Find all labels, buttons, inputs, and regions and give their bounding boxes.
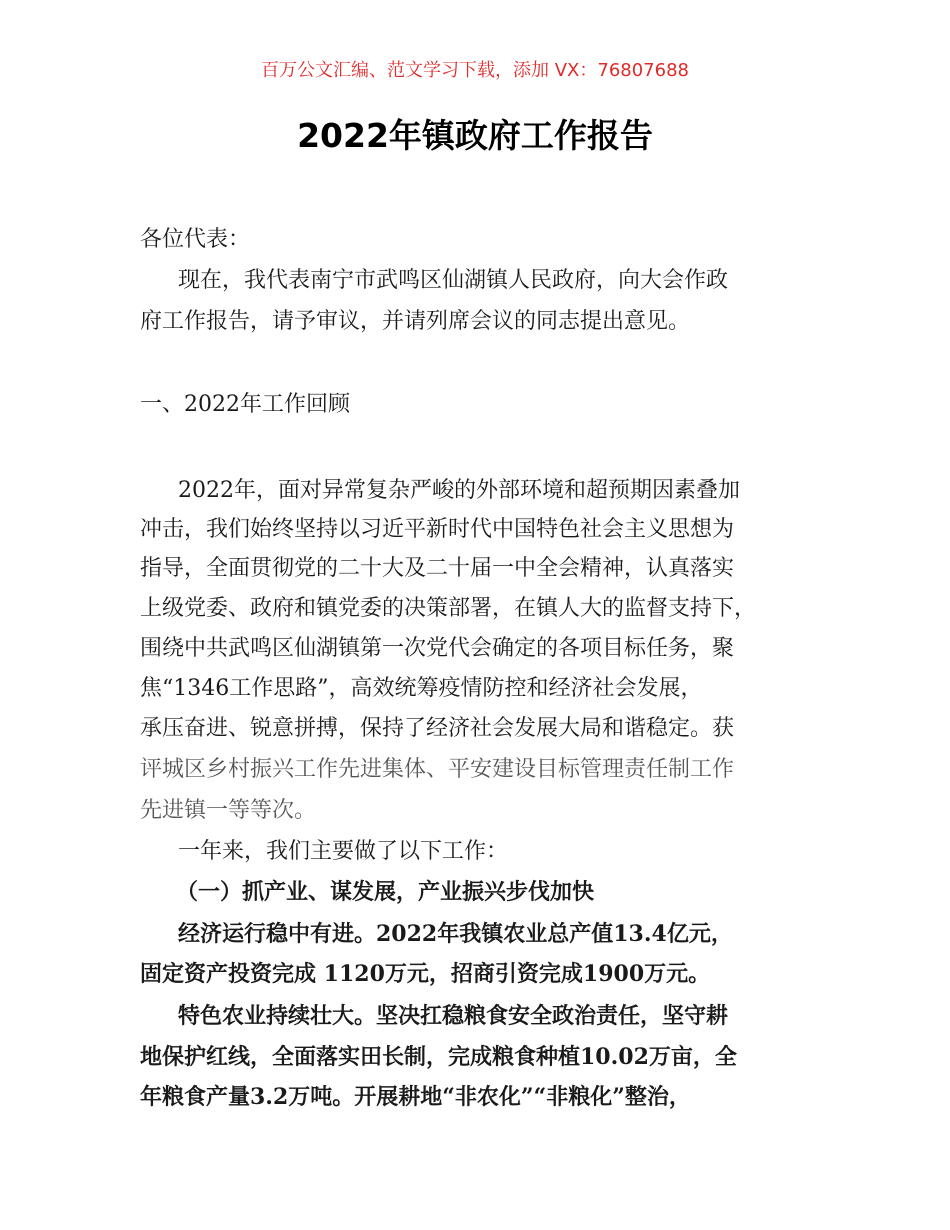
paragraph-line: 指导，全面贯彻党的二十大及二十届一中全会精神，认真落实 (140, 556, 735, 581)
paragraph-line: 地保护红线，全面落实田长制，完成粮食种植10.02万亩，全 (140, 1044, 737, 1070)
watermark-banner: 百万公文汇编、范文学习下载，添加 VX：76807688 (261, 60, 689, 81)
paragraph-line: 2022年，面对异常复杂严峻的外部环境和超预期因素叠加 (178, 478, 740, 503)
paragraph-line: 一年来，我们主要做了以下工作： (178, 839, 509, 864)
paragraph-line: 围绕中共武鸣区仙湖镇第一次党代会确定的各项目标任务，聚 (140, 636, 735, 661)
paragraph-line: 焦“1346工作思路”，高效统筹疫情防控和经济社会发展， (140, 676, 703, 701)
paragraph-line: 先进镇一等等次。 (140, 798, 317, 823)
salutation: 各位代表： (140, 227, 251, 252)
paragraph-line: 上级党委、政府和镇党委的决策部署，在镇人大的监督支持下， (140, 596, 757, 621)
section-heading: 一、2022年工作回顾 (140, 392, 350, 417)
paragraph-line: 经济运行稳中有进。2022年我镇农业总产值13.4亿元， (178, 921, 733, 947)
paragraph-line: 冲击，我们始终坚持以习近平新时代中国特色社会主义思想为 (140, 517, 735, 542)
paragraph-line: 年粮食产量3.2万吨。开展耕地“非农化”“非粮化”整治， (140, 1084, 691, 1110)
document-title: 2022年镇政府工作报告 (297, 116, 653, 155)
paragraph-line: 现在，我代表南宁市武鸣区仙湖镇人民政府，向大会作政 (178, 268, 729, 293)
paragraph-line: 评城区乡村振兴工作先进集体、平安建设目标管理责任制工作 (140, 757, 735, 782)
paragraph-line: 府工作报告，请予审议，并请列席会议的同志提出意见。 (140, 309, 691, 334)
paragraph-line: 承压奋进、锐意拼搏，保持了经济社会发展大局和谐稳定。获 (140, 716, 735, 741)
subsection-heading: （一）抓产业、谋发展，产业振兴步伐加快 (176, 879, 595, 905)
paragraph-line: 特色农业持续壮大。坚决扛稳粮食安全政治责任，坚守耕 (178, 1003, 729, 1029)
paragraph-line: 固定资产投资完成 1120万元，招商引资完成1900万元。 (140, 961, 711, 987)
